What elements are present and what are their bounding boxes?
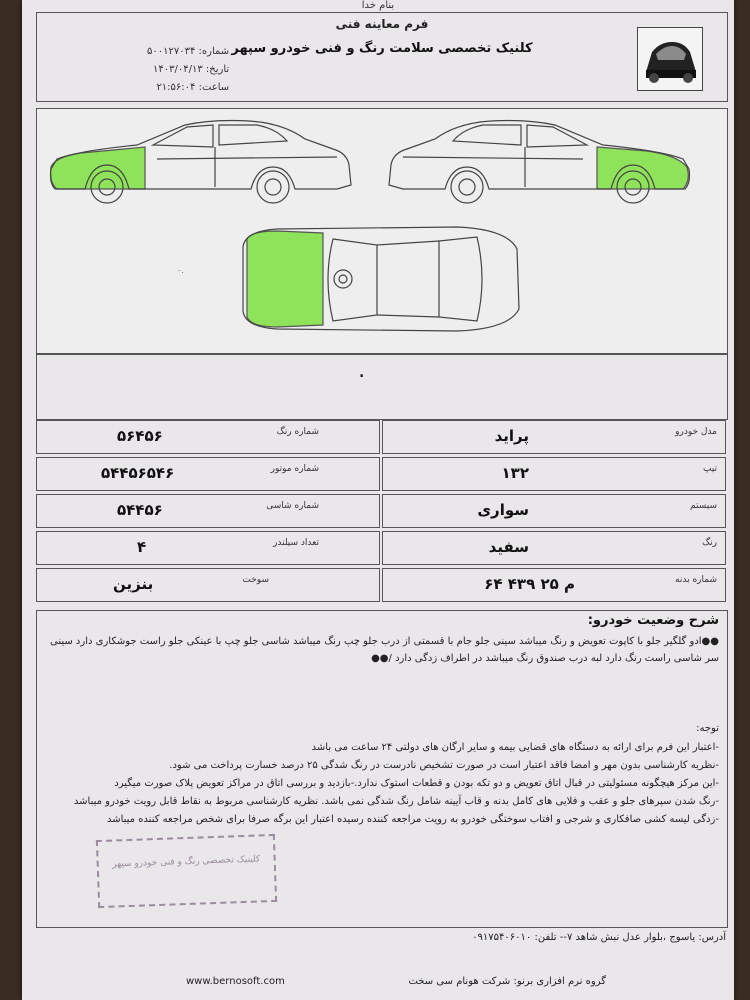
notice-heading: توجه:: [696, 723, 719, 734]
spec-value: ۵۴۴۵۶۵۴۶: [101, 464, 175, 482]
car-logo-icon: [637, 27, 703, 91]
spec-value: بنزین: [113, 575, 154, 593]
notes-mark: .: [359, 365, 365, 381]
status-title: شرح وضعیت خودرو:: [587, 613, 719, 628]
damage-zone-hood: [247, 231, 323, 327]
spec-row: [382, 568, 726, 602]
vehicle-spec-table: [36, 420, 726, 606]
spec-value: پراید: [494, 427, 529, 445]
form-meta: [147, 43, 229, 97]
notice-list: [47, 739, 719, 829]
form-number-label: شماره:: [198, 46, 230, 57]
clinic-address: آدرس: یاسوج ،بلوار عدل نبش شاهد ۷-- تلفن: ۰۹۱۷۵۴۰۶۰۱۰: [472, 932, 726, 943]
spec-row: [382, 457, 726, 491]
clinic-name: کلنیک تخصصی سلامت رنگ و فنی خودرو سپهر: [231, 41, 533, 56]
spec-label: تیپ: [702, 464, 717, 474]
website-link[interactable]: www.bernosoft.com: [186, 976, 285, 987]
car-side-view-right: [389, 121, 690, 204]
vehicle-status-section: [36, 610, 728, 928]
status-description: ●●ادو گلگیر جلو با کاپوت تعویض و رنگ میباشد سینی جلو جام با قسمتی از درب جلو چپ رنگ میباشد شاسی جلو چپ با عینکی جلو راست جوشکاری دارد سینی سر شاسی راست رنگ دارد لبه درب صندوق رنگ میباشد در اطراف زدگی دارد /●●: [50, 636, 719, 664]
spec-value: ۱۳۲: [501, 464, 529, 482]
spec-row: [382, 531, 726, 565]
spec-row: [36, 531, 380, 565]
form-header: [36, 12, 728, 102]
clinic-stamp: [96, 834, 277, 908]
spec-label: شماره رنگ: [276, 427, 319, 437]
notice-item: -زدگی لیسه کشی صافکاری و شرجی و افتاب سوختگی خودرو به رویت مراجعه کننده رسیده اعتبار این برگه صرفا برای شخص مراجعه کننده میباشد: [106, 814, 719, 825]
spec-row: [36, 568, 380, 602]
bismillah: بنام خدا: [361, 0, 395, 11]
spec-row: [36, 494, 380, 528]
form-date-label: تاریخ:: [205, 64, 230, 75]
notice-item: -این مرکز هیچگونه مسئولیتی در قبال اتاق تعویض و دو تکه بودن و قطعات استوک ندارد.-بازدید و بررسی اتاق در مراکز تعویض پلاک صورت میگیرد: [114, 778, 719, 789]
form-date-value: ۱۴۰۳/۰۴/۱۳: [153, 64, 203, 75]
spec-row: [36, 420, 380, 454]
damage-diagram: [36, 108, 728, 354]
form-time: [147, 79, 229, 97]
form-number: [147, 43, 229, 61]
notice-item: -رنگ شدن سپرهای جلو و عقب و فلایی های کامل بدنه و قاب آیینه شامل رنگ شدگی نمی باشد. نظریه کارشناسی مربوط به نقاط قابل رویت خودرو میباشد: [73, 796, 719, 807]
spec-column-right: [382, 420, 726, 606]
spec-row: [382, 494, 726, 528]
spec-value: سفید: [488, 538, 529, 556]
spec-label: سوخت: [242, 575, 269, 585]
form-date: [147, 61, 229, 79]
spec-label: رنگ: [702, 538, 717, 548]
spec-label: شماره بدنه: [675, 575, 717, 585]
extra-notes-box: [36, 354, 728, 420]
form-time-label: ساعت:: [198, 82, 230, 93]
stamp-text: کلینیک تخصصی رنگ و فنی خودرو سپهر: [111, 854, 261, 870]
form-number-value: ۵۰۰۱۲۷۰۳۴: [147, 46, 196, 57]
car-top-view: [243, 227, 519, 331]
spec-value: ۴: [137, 538, 147, 556]
spec-label: شماره شاسی: [266, 501, 319, 511]
diagram-mark: ۰.: [177, 266, 184, 275]
car-side-view-left: [51, 121, 352, 204]
spec-label: تعداد سیلندر: [273, 538, 319, 548]
notice-item: -اعتبار این فرم برای ارائه به دستگاه های قضایی بیمه و سایر ارگان های دولتی ۲۴ ساعت می باشد: [311, 742, 719, 753]
spec-value: ۵۴۴۵۶: [117, 501, 163, 519]
spec-value: ۵۶۴۵۶: [117, 427, 163, 445]
spec-label: شماره موتور: [270, 464, 319, 474]
spec-column-left: [36, 420, 380, 606]
software-credit: گروه نرم افزاری برنو: شرکت هونام سی سخت: [408, 976, 606, 987]
notice-item: -نظریه کارشناسی بدون مهر و امضا فاقد اعتبار است در صورت تشخیص نادرست در رنگ شدگی ۲۵ درصد خسارت پرداخت می شود.: [169, 760, 719, 771]
spec-row: [36, 457, 380, 491]
spec-row: [382, 420, 726, 454]
inspection-form: [22, 0, 734, 1000]
form-title: فرم معاینه فنی: [335, 17, 429, 31]
spec-value: ۶۴ ۴۳۹ م ۲۵: [484, 575, 575, 593]
form-time-value: ۲۱:۵۶:۰۴: [156, 82, 196, 93]
spec-label: سیستم: [690, 501, 717, 511]
spec-label: مدل خودرو: [675, 427, 717, 437]
spec-value: سواری: [477, 501, 529, 519]
